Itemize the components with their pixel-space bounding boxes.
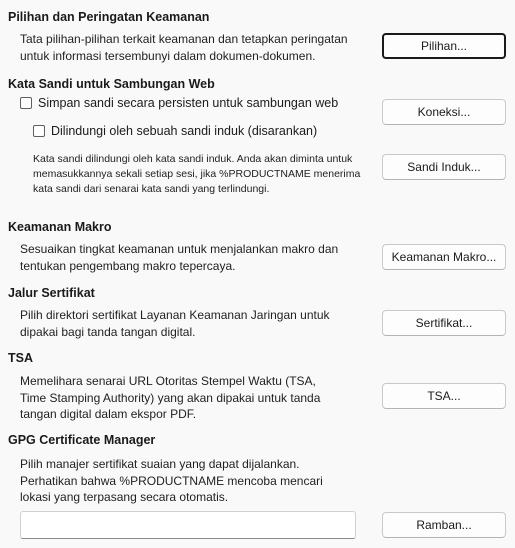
master-password-button[interactable]: Sandi Induk... bbox=[382, 154, 506, 180]
macro-security-description: Sesuaikan tingkat keamanan untuk menjalankan makro dan tentukan pengembang makro tepercaya. bbox=[20, 242, 339, 273]
connections-button[interactable]: Koneksi... bbox=[382, 99, 506, 125]
certificate-button[interactable]: Sertifikat... bbox=[382, 310, 506, 336]
tsa-heading: TSA bbox=[8, 351, 33, 365]
persist-passwords-checkbox[interactable] bbox=[20, 97, 32, 109]
security-options-heading: Pilihan dan Peringatan Keamanan bbox=[8, 10, 210, 24]
master-password-option[interactable] bbox=[33, 124, 317, 138]
persist-passwords-option[interactable] bbox=[20, 96, 338, 110]
persist-passwords-label: Simpan sandi secara persisten untuk sambungan web bbox=[38, 96, 339, 110]
master-password-checkbox[interactable] bbox=[33, 125, 45, 137]
gpg-path-input[interactable] bbox=[20, 511, 356, 539]
tsa-description: Memelihara senarai URL Otoritas Stempel Waktu (TSA, Time Stamping Authority) yang akan dipakai untuk tanda tangan digital dalam ekspor PDF. bbox=[20, 374, 321, 421]
security-options-button[interactable]: Pilihan... bbox=[382, 33, 506, 59]
macro-security-heading: Keamanan Makro bbox=[8, 220, 112, 234]
macro-security-button[interactable]: Keamanan Makro... bbox=[382, 244, 506, 270]
master-password-label: Dilindungi oleh sebuah sandi induk (disarankan) bbox=[51, 124, 318, 138]
certificate-path-heading: Jalur Sertifikat bbox=[8, 286, 95, 300]
web-passwords-heading: Kata Sandi untuk Sambungan Web bbox=[8, 77, 215, 91]
gpg-heading: GPG Certificate Manager bbox=[8, 433, 156, 447]
certificate-path-description: Pilih direktori sertifikat Layanan Keamanan Jaringan untuk dipakai bagi tanda tangan digital. bbox=[20, 308, 330, 339]
browse-button[interactable]: Ramban... bbox=[382, 512, 506, 538]
master-password-note: Kata sandi dilindungi oleh kata sandi induk. Anda akan diminta untuk memasukkannya sekali setiap sesi, jika %PRODUCTNAME menerima kata sandi dari senarai kata sandi yang terlindungi. bbox=[33, 153, 361, 195]
gpg-description: Pilih manajer sertifikat suaian yang dapat dijalankan. Perhatikan bahwa %PRODUCTNAME mencoba mencari lokasi yang terpasang secara otomatis. bbox=[20, 457, 323, 504]
tsa-button[interactable]: TSA... bbox=[382, 383, 506, 409]
security-options-description: Tata pilihan-pilihan terkait keamanan dan tetapkan peringatan untuk informasi tersembunyi dalam dokumen-dokumen. bbox=[20, 32, 348, 63]
